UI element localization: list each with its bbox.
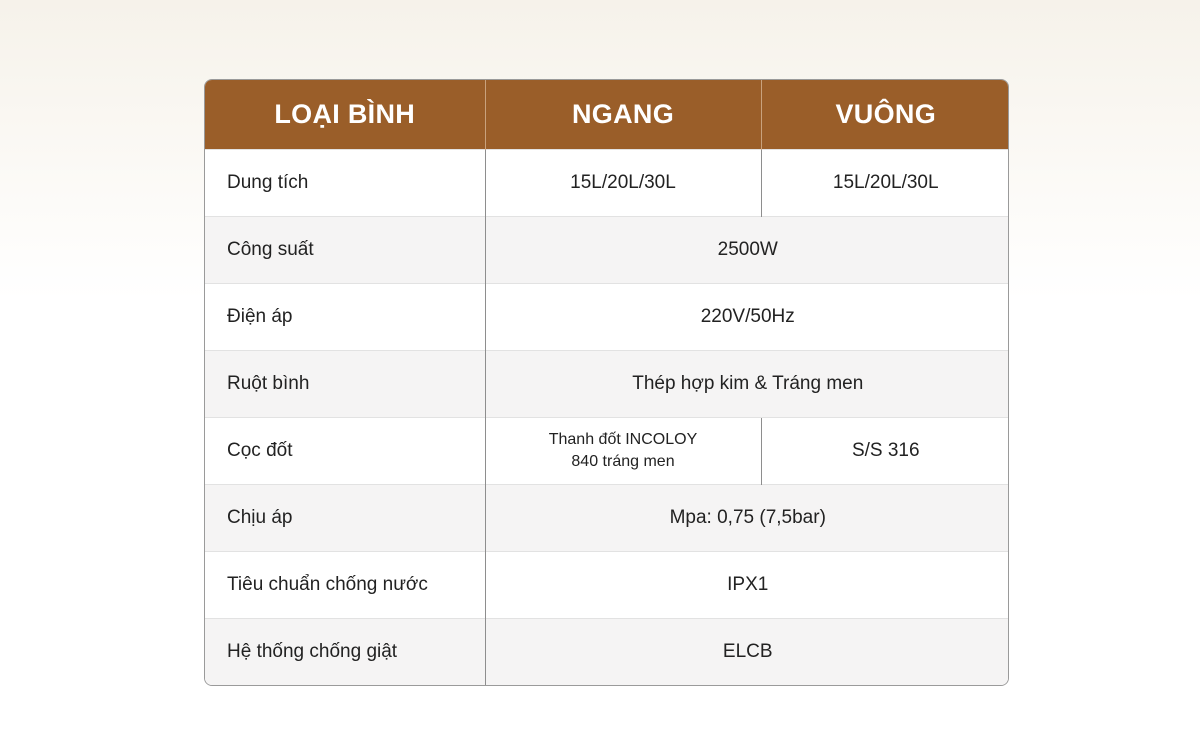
cell-ngang: 15L/20L/30L — [485, 149, 761, 216]
row-label: Công suất — [205, 216, 485, 283]
table-row — [205, 350, 1009, 417]
cell-shared: Mpa: 0,75 (7,5bar) — [485, 484, 1009, 551]
header-vuong: VUÔNG — [761, 80, 1009, 149]
table-row — [205, 283, 1009, 350]
row-label: Dung tích — [205, 149, 485, 216]
cell-ngang-line1: Thanh đốt INCOLOY — [548, 430, 698, 448]
cell-shared: Thép hợp kim & Tráng men — [485, 350, 1009, 417]
table-row — [205, 417, 1009, 484]
row-label: Hệ thống chống giật — [205, 618, 485, 685]
row-label: Cọc đốt — [205, 417, 485, 484]
table-row — [205, 149, 1009, 216]
cell-shared: ELCB — [485, 618, 1009, 685]
spec-table-grid — [205, 80, 1009, 685]
row-label: Điện áp — [205, 283, 485, 350]
cell-shared: 220V/50Hz — [485, 283, 1009, 350]
cell-shared: 2500W — [485, 216, 1009, 283]
table-row — [205, 618, 1009, 685]
table-row — [205, 216, 1009, 283]
cell-vuong: 15L/20L/30L — [761, 149, 1009, 216]
table-row — [205, 551, 1009, 618]
header-ngang: NGANG — [485, 80, 761, 149]
cell-ngang — [485, 417, 761, 484]
table-header-row — [205, 80, 1009, 149]
cell-vuong: S/S 316 — [761, 417, 1009, 484]
cell-shared: IPX1 — [485, 551, 1009, 618]
row-label: Chịu áp — [205, 484, 485, 551]
row-label: Tiêu chuẩn chống nước — [205, 551, 485, 618]
header-type: LOẠI BÌNH — [205, 80, 485, 149]
spec-table — [204, 79, 1009, 686]
table-row — [205, 484, 1009, 551]
row-label: Ruột bình — [205, 350, 485, 417]
cell-ngang-line2: 840 tráng men — [571, 452, 675, 470]
